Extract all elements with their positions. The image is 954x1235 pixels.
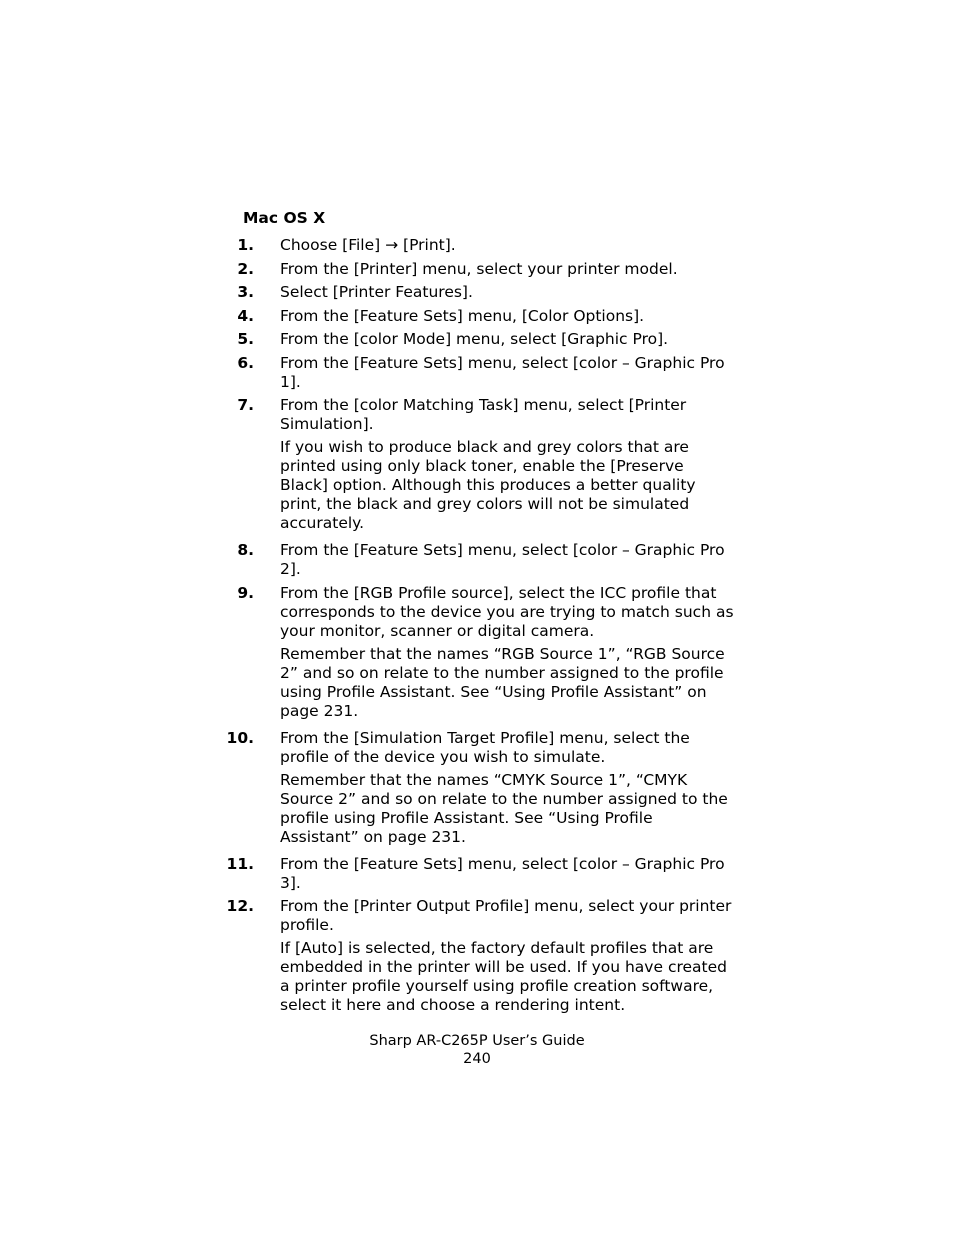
step-text: From the [color Matching Task] menu, select [Printer Simulation]. — [280, 396, 687, 433]
step-number: 11. — [226, 854, 254, 873]
step-note: If you wish to produce black and grey colors that are printed using only black toner, enable the [Preserve Black] option. Although this produces a better quality print, the black and grey colors will not be simulated accurately. — [280, 438, 696, 532]
step-text: From the [Feature Sets] menu, select [color – Graphic Pro 1]. — [280, 353, 725, 391]
step-4 — [0, 307, 954, 326]
page-footer — [0, 1032, 954, 1068]
step-text: From the [Feature Sets] menu, select [color – Graphic Pro 3]. — [280, 854, 725, 892]
step-7 — [0, 396, 954, 533]
step-number: 3. — [237, 283, 254, 301]
step-body — [280, 307, 735, 326]
step-number: 7. — [237, 396, 254, 414]
page-number: 240 — [463, 1051, 491, 1067]
step-2 — [0, 260, 954, 279]
step-text: From the [Printer Output Profile] menu, select your printer profile. — [280, 897, 732, 934]
step-8 — [0, 541, 954, 579]
guide-title: Sharp AR-C265P User’s Guide — [369, 1033, 585, 1049]
step-6 — [0, 354, 954, 392]
step-body — [280, 283, 735, 302]
step-1 — [0, 236, 954, 255]
step-body — [280, 855, 735, 893]
step-body — [280, 354, 735, 392]
step-body — [280, 236, 735, 255]
step-10 — [0, 729, 954, 847]
step-number: 4. — [237, 306, 254, 325]
step-number: 8. — [237, 541, 254, 559]
section-heading: Mac OS X — [243, 209, 326, 227]
step-text: From the [color Mode] menu, select [Graphic Pro]. — [280, 330, 669, 348]
step-body — [280, 260, 735, 279]
step-body — [280, 897, 735, 1015]
step-number: 9. — [237, 583, 254, 602]
step-number: 10. — [226, 728, 254, 747]
step-text: From the [Feature Sets] menu, select [color – Graphic Pro 2]. — [280, 541, 725, 578]
step-text: From the [Simulation Target Profile] menu, select the profile of the device you wish to simulate. — [280, 728, 690, 766]
steps-list — [0, 236, 954, 1023]
step-note: Remember that the names “RGB Source 1”, “RGB Source 2” and so on relate to the number assigned to the profile using Profile Assistant. See “Using Profile Assistant” on page 231. — [280, 644, 725, 720]
step-number: 5. — [237, 330, 254, 348]
step-body — [280, 396, 735, 533]
step-5 — [0, 330, 954, 349]
step-note: If [Auto] is selected, the factory default profiles that are embedded in the printer will be used. If you have created a printer profile yourself using profile creation software, select it here and choose a rendering intent. — [280, 939, 727, 1014]
step-text: Choose [File] → [Print]. — [280, 236, 456, 254]
step-note: Remember that the names “CMYK Source 1”, “CMYK Source 2” and so on relate to the number assigned to the profile using Profile Assistant. See “Using Profile Assistant” on page 231. — [280, 770, 728, 846]
step-text: From the [RGB Profile source], select the ICC profile that corresponds to the device you are trying to match such as your monitor, scanner or digital camera. — [280, 583, 734, 640]
step-9 — [0, 584, 954, 721]
step-number: 6. — [237, 353, 254, 372]
step-number: 1. — [237, 236, 254, 254]
step-text: Select [Printer Features]. — [280, 283, 473, 301]
step-body — [280, 729, 735, 847]
step-body — [280, 330, 735, 349]
step-3 — [0, 283, 954, 302]
step-body — [280, 584, 735, 721]
step-text: From the [Printer] menu, select your printer model. — [280, 259, 678, 278]
step-number: 2. — [237, 259, 254, 278]
step-number: 12. — [226, 897, 254, 915]
step-body — [280, 541, 735, 579]
step-12 — [0, 897, 954, 1015]
step-11 — [0, 855, 954, 893]
step-text: From the [Feature Sets] menu, [Color Options]. — [280, 306, 645, 325]
